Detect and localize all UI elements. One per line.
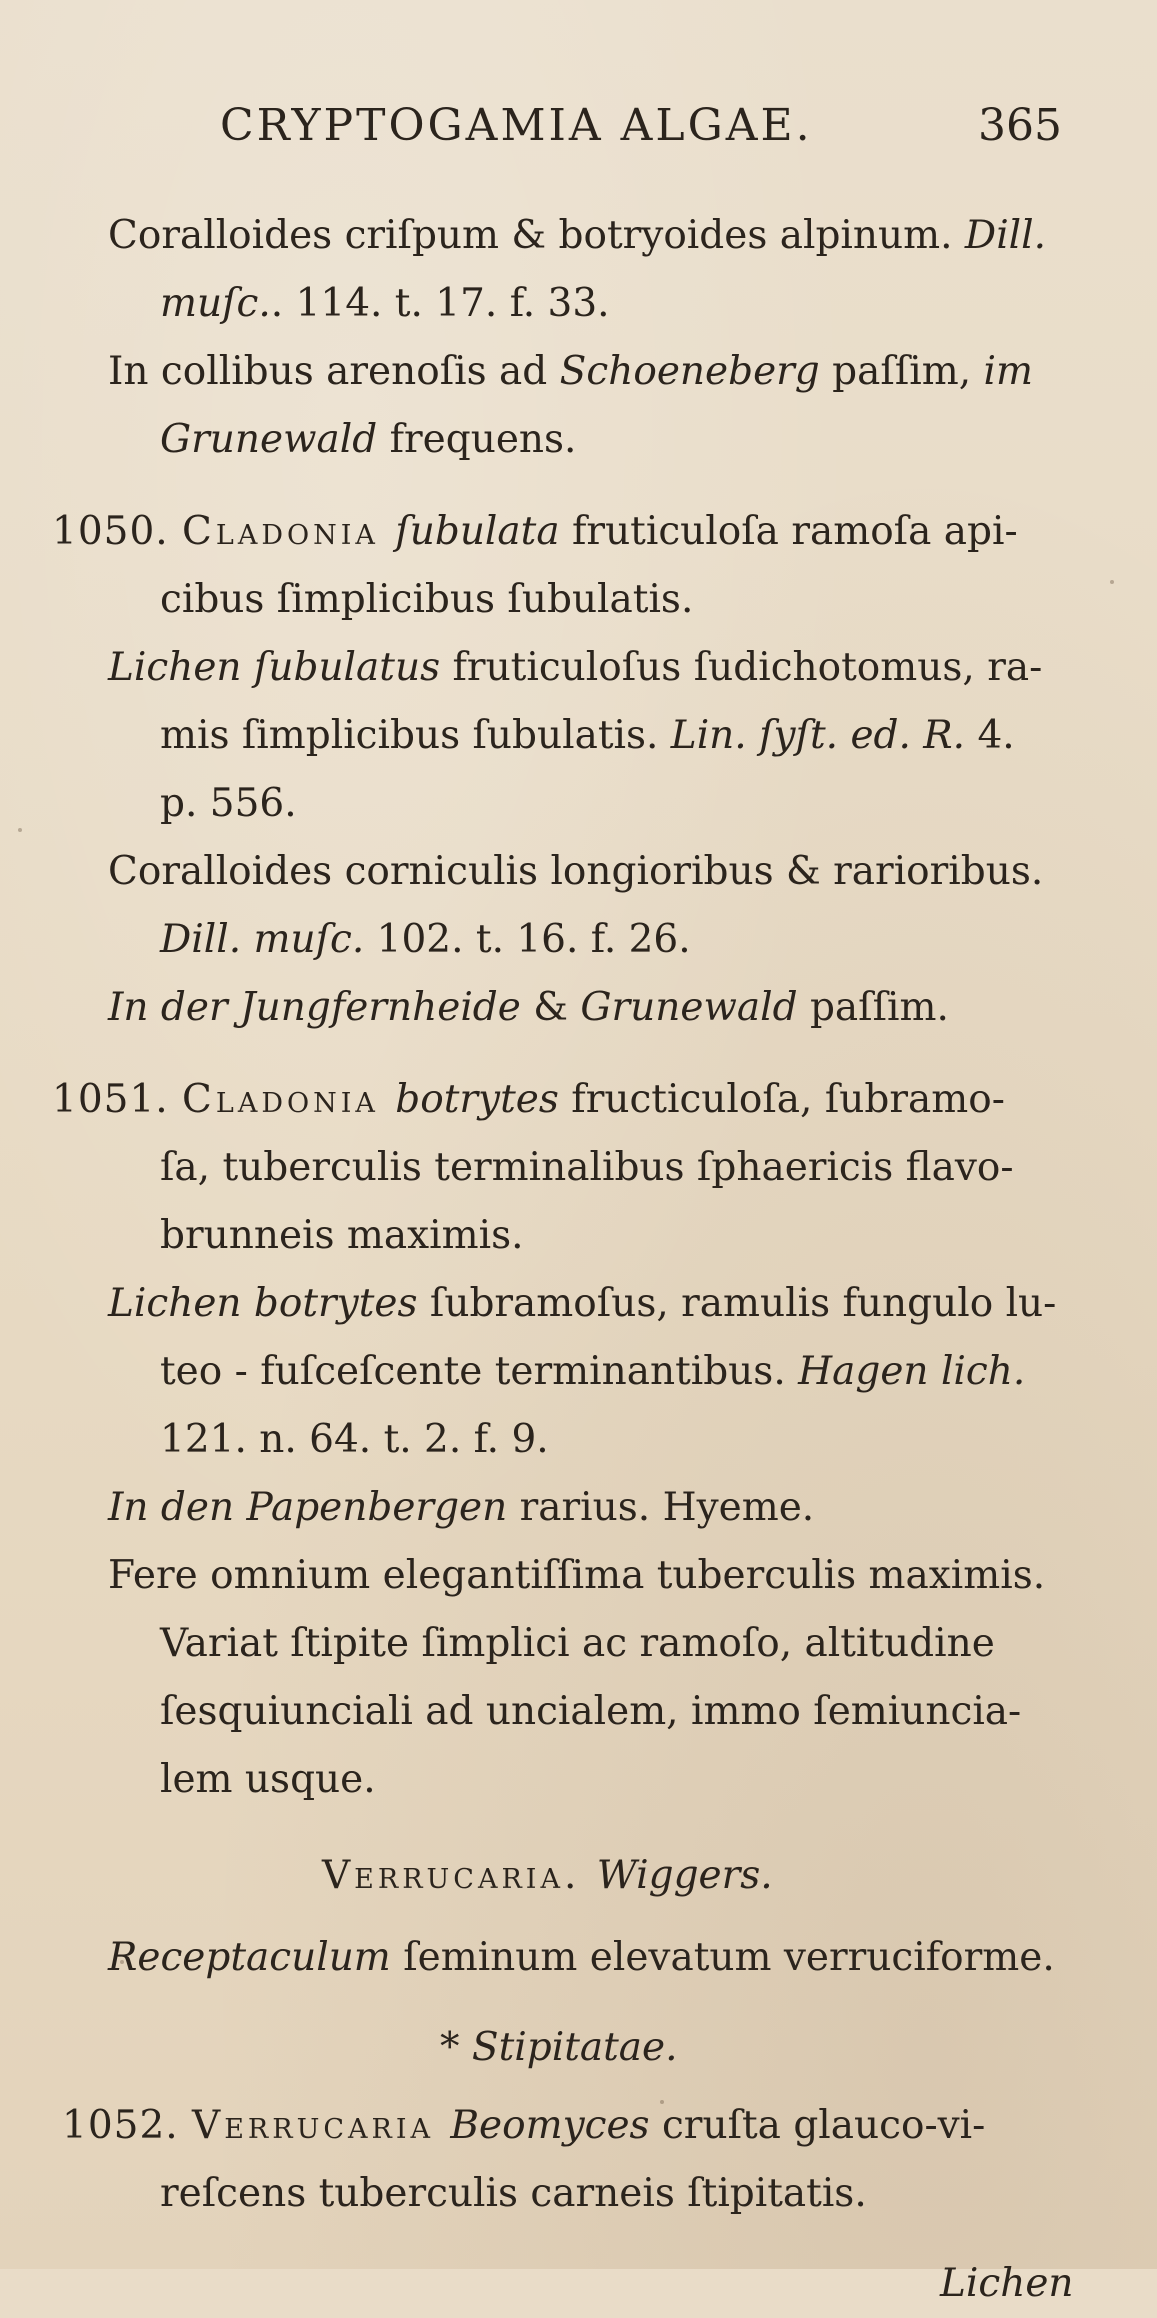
text-span: ſeminum elevatum verruciforme. bbox=[390, 1935, 1055, 1980]
citation: Hagen lich. bbox=[798, 1349, 1026, 1394]
text-span: lem usque. bbox=[160, 1757, 376, 1802]
catchword bbox=[940, 2250, 1074, 2318]
genus-name: Cladonia bbox=[182, 509, 396, 554]
text-span: im bbox=[983, 349, 1033, 394]
text-span: frequens. bbox=[377, 417, 577, 462]
text-span: paſſim, bbox=[819, 349, 984, 394]
text-line bbox=[160, 770, 297, 838]
text-span: fructiculoſa, ſubramo- bbox=[558, 1077, 1005, 1122]
text-line bbox=[160, 1134, 1014, 1202]
text-span: fruticuloſa ramoſa api- bbox=[559, 509, 1018, 554]
synonym: Lichen botrytes bbox=[108, 1281, 418, 1326]
species-name: botrytes bbox=[395, 1077, 559, 1122]
text-span: 121. n. 64. t. 2. f. 9. bbox=[160, 1417, 549, 1462]
text-span: mis ſimplicibus ſubulatis. bbox=[160, 713, 671, 758]
place-name: Schoeneberg bbox=[559, 349, 820, 394]
text-span: teo - fuſceſcente terminantibus. bbox=[160, 1349, 799, 1394]
genus-name: Verrucaria. bbox=[322, 1853, 597, 1898]
text-line bbox=[108, 974, 949, 1042]
page-header bbox=[0, 100, 1157, 170]
entry-heading-1051 bbox=[52, 1066, 1005, 1134]
text-span: paſſim. bbox=[797, 985, 949, 1030]
text-line bbox=[108, 1924, 1055, 1992]
place-name: In den Papenbergen bbox=[108, 1485, 508, 1530]
text-span: Coralloides criſpum & botryoides alpinum. bbox=[108, 213, 965, 258]
place-name: In der Jungfernheide bbox=[108, 985, 521, 1030]
citation: Dill. muſc. bbox=[160, 917, 365, 962]
term: Receptaculum bbox=[108, 1935, 391, 1980]
text-span: 4. bbox=[965, 713, 1015, 758]
text-line bbox=[160, 906, 691, 974]
entry-number: 1052. bbox=[62, 2103, 193, 2148]
text-span: reſcens tuberculis carneis ſtipitatis. bbox=[160, 2171, 867, 2216]
entry-number: 1050. bbox=[52, 509, 183, 554]
species-name: ſubulata bbox=[395, 509, 560, 554]
citation: Dill. bbox=[964, 213, 1047, 258]
citation: muſc. bbox=[160, 281, 271, 326]
text-line bbox=[108, 1474, 814, 1542]
text-line bbox=[160, 270, 610, 338]
text-span: cibus ſimplicibus ſubulatis. bbox=[160, 577, 694, 622]
genus-name: Cladonia bbox=[182, 1077, 396, 1122]
text-span: brunneis maximis. bbox=[160, 1213, 524, 1258]
text-line bbox=[160, 1406, 549, 1474]
asterisk: * bbox=[440, 2025, 472, 2070]
paper-speck bbox=[18, 828, 22, 832]
running-title: CRYPTOGAMIA ALGAE. bbox=[220, 100, 813, 151]
genus-heading bbox=[322, 1842, 773, 1910]
text-line bbox=[108, 202, 1046, 270]
text-span: cruſta glauco-vi- bbox=[649, 2103, 986, 2148]
text-span: & bbox=[520, 985, 581, 1030]
text-span: ſubramoſus, ramulis fungulo lu- bbox=[417, 1281, 1057, 1326]
citation: Lin. ſyſt. ed. R. bbox=[670, 713, 966, 758]
entry-heading-1052 bbox=[62, 2092, 985, 2160]
text-span: rarius. Hyeme. bbox=[507, 1485, 815, 1530]
paper-speck bbox=[660, 2100, 664, 2104]
text-span: Variat ſtipite ſimplici ac ramoſo, altitudine bbox=[160, 1621, 995, 1666]
paper-speck bbox=[1110, 580, 1114, 584]
paper-speck bbox=[120, 1960, 124, 1964]
section-name: Stipitatae. bbox=[471, 2025, 678, 2070]
text-line bbox=[160, 1678, 1021, 1746]
text-span: 102. t. 16. f. 26. bbox=[364, 917, 691, 962]
synonym: Lichen ſubulatus bbox=[108, 645, 441, 690]
text-line bbox=[108, 1542, 1045, 1610]
text-span: Coralloides corniculis longioribus & rarioribus. bbox=[108, 849, 1044, 894]
place-name: Grunewald bbox=[160, 417, 378, 462]
author-name: Wiggers. bbox=[596, 1853, 773, 1898]
place-name: Grunewald bbox=[580, 985, 798, 1030]
text-line bbox=[160, 1338, 1025, 1406]
text-line bbox=[160, 406, 576, 474]
text-span: p. 556. bbox=[160, 781, 297, 826]
text-span: In collibus arenoſis ad bbox=[108, 349, 560, 394]
page-number: 365 bbox=[978, 100, 1062, 151]
text-span: fruticuloſus ſudichotomus, ra- bbox=[440, 645, 1043, 690]
text-span: . 114. t. 17. f. 33. bbox=[270, 281, 610, 326]
text-line bbox=[108, 338, 1033, 406]
text-line bbox=[160, 566, 693, 634]
text-line bbox=[160, 1610, 995, 1678]
section-heading bbox=[440, 2014, 678, 2082]
catchword-text: Lichen bbox=[940, 2261, 1074, 2306]
text-span: Fere omnium elegantiſſima tuberculis maximis. bbox=[108, 1553, 1046, 1598]
text-line bbox=[108, 1270, 1056, 1338]
text-line bbox=[160, 1202, 524, 1270]
genus-name: Verrucaria bbox=[192, 2103, 451, 2148]
text-line bbox=[160, 1746, 376, 1814]
text-line bbox=[160, 2160, 867, 2228]
text-line bbox=[108, 634, 1042, 702]
text-span: ſa, tuberculis terminalibus ſphaericis flavo- bbox=[160, 1145, 1014, 1190]
entry-number: 1051. bbox=[52, 1077, 183, 1122]
text-span: ſesquiunciali ad uncialem, immo ſemiuncia- bbox=[160, 1689, 1022, 1734]
text-line bbox=[160, 702, 1015, 770]
species-name: Beomyces bbox=[450, 2103, 650, 2148]
text-line bbox=[108, 838, 1043, 906]
entry-heading-1050 bbox=[52, 498, 1018, 566]
